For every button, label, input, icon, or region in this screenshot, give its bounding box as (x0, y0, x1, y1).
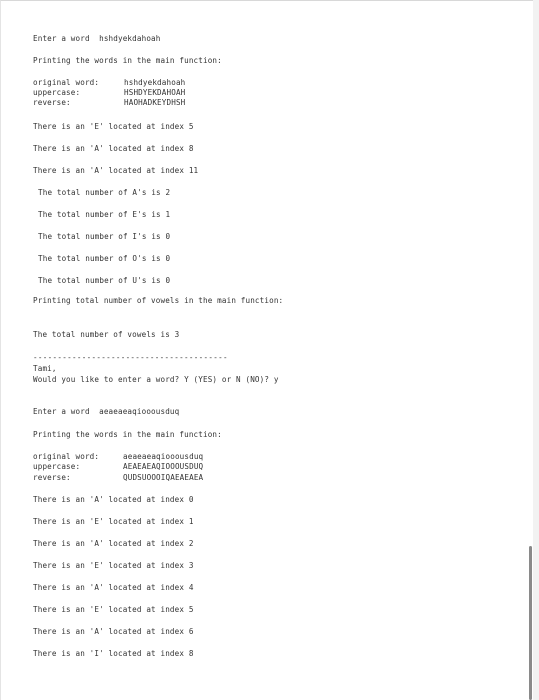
vowel-total-line: The total number of O's is 0 (38, 254, 171, 263)
vowel-location-line: There is an 'A' located at index 2 (33, 539, 194, 548)
vertical-scrollbar[interactable] (529, 546, 532, 700)
vowel-location-line: There is an 'E' located at index 1 (33, 517, 194, 526)
vowel-location-line: There is an 'A' located at index 8 (33, 144, 194, 153)
vowel-total-line: The total number of I's is 0 (38, 232, 171, 241)
vowel-total-line: The total number of U's is 0 (38, 276, 171, 285)
enter-word-prompt: Enter a word hshdyekdahoah (33, 34, 161, 43)
enter-again-prompt: Would you like to enter a word? Y (YES) or N (NO)? y (33, 375, 279, 384)
vowel-location-line: There is an 'A' located at index 4 (33, 583, 194, 592)
vowels-total-line: The total number of vowels is 3 (33, 330, 180, 339)
vowel-location-line: There is an 'I' located at index 8 (33, 649, 194, 658)
original-word-label: original word: (33, 78, 100, 87)
enter-word-prompt: Enter a word aeaeaeaqiooousduq (33, 407, 180, 416)
uppercase-value: HSHDYEKDAHOAH (124, 88, 186, 97)
uppercase-label: uppercase: (33, 462, 81, 471)
vowel-location-line: There is an 'A' located at index 0 (33, 495, 194, 504)
reverse-value: QUDSUOOOIQAEAEAEA (123, 473, 204, 482)
vowel-total-line: The total number of E's is 1 (38, 210, 171, 219)
vowel-location-line: There is an 'A' located at index 11 (33, 166, 199, 175)
reverse-label: reverse: (33, 473, 71, 482)
vowel-total-line: The total number of A's is 2 (38, 188, 171, 197)
vowels-total-header: Printing total number of vowels in the main function: (33, 296, 284, 305)
reverse-value: HAOHADKEYDHSH (124, 98, 186, 107)
vowel-location-line: There is an 'A' located at index 6 (33, 627, 194, 636)
vowel-location-line: There is an 'E' located at index 3 (33, 561, 194, 570)
uppercase-label: uppercase: (33, 88, 81, 97)
original-word-value: hshdyekdahoah (124, 78, 186, 87)
original-word-value: aeaeaeaqiooousduq (123, 452, 204, 461)
user-name-line: Tami, (33, 364, 57, 373)
vowel-location-line: There is an 'E' located at index 5 (33, 122, 194, 131)
vowel-location-line: There is an 'E' located at index 5 (33, 605, 194, 614)
uppercase-value: AEAEAEAQIOOOUSDUQ (123, 462, 204, 471)
printing-words-header: Printing the words in the main function: (33, 56, 222, 65)
separator-line: ---------------------------------------- (33, 353, 228, 362)
reverse-label: reverse: (33, 98, 71, 107)
printing-words-header: Printing the words in the main function: (33, 430, 222, 439)
original-word-label: original word: (33, 452, 100, 461)
